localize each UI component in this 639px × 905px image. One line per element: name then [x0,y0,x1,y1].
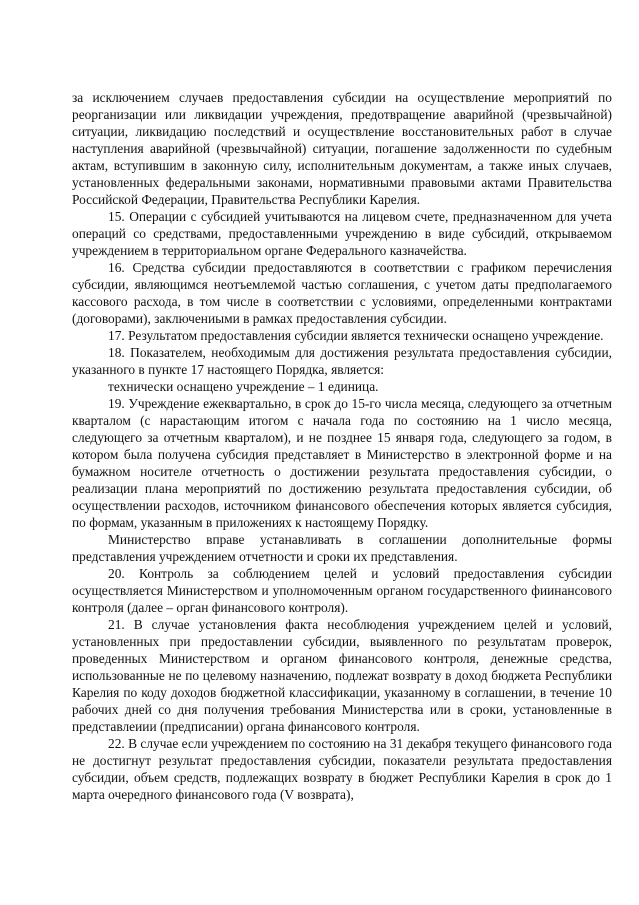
paragraph-18-indicator: технически оснащено учреждение – 1 единица. [108,379,379,394]
paragraph-19: 19. Учреждение ежеквартально, в срок до 15-го числа месяца, следующего за отчетным кварталом (с нарастающим итогом с начала года по состоянию на 1 число месяца, следующего за отчетным кварталом), и не позднее 15 января года, следующего за годом, в котором была получена субсидия представляет в Министерство в электронной форме и на бумажном носителе отчетность о достижении результата предоставления субсидии, о реализации плана мероприятий по достижению результата предоставления субсидии, об осуществлении расходов, источником финансового обеспечения которых является субсидия, по формам, указанным в приложениях к настоящему Порядку. [72,396,612,530]
paragraph-22: 22. В случае если учреждением по состоянию на 31 декабря текущего финансового года не достигнут результат предоставления субсидии, показатели результата предоставления субсидии, объем средств, подлежащих возврату в бюджет Республики Карелия в срок до 1 марта очередного финансового года (V возврата), [72,736,612,802]
paragraph-continuation: за исключением случаев предоставления субсидии на осуществление мероприятий по реорганизации или ликвидации учреждения, предотвращение аварийной (чрезвычайной) ситуации, ликвидацию последствий и осуществление восстановительных работ в случае наступления аварийной (чрезвычайной) ситуации, погашение задолженности по судебным актам, вступившим в законную силу, исполнительным документам, а также иных случаев, установленных федеральными законами, нормативными правовыми актами Правительства Российской Федерации, Правительства Республики Карелия. [72,90,612,207]
paragraph-16: 16. Средства субсидии предоставляются в соответствии с графиком перечисления субсидии, являющимся неотъемлемой частью соглашения, с учетом даты предполагаемого кассового расхода, в том числе в соответствии с условиями, определенными контрактами (договорами), заключениыми в рамках предоставления субсидии. [72,260,612,326]
paragraph-15: 15. Операции с субсидией учитываются на лицевом счете, предназначенном для учета операций со средствами, предоставленными учреждению в виде субсидий, открываемом учреждением в территориальном органе Федерального казначейства. [72,209,612,258]
paragraph-21: 21. В случае установления факта несоблюдения учреждением целей и условий, установленных при предоставлении субсидии, выявленного по результатам проверок, проведенных Министерством и органом финансового контроля, денежные средства, использованные не по целевому назначению, подлежат возврату в доход бюджета Республики Карелия по коду доходов бюджетной классификации, указанному в соглашении, в течение 10 рабочих дней со дня получения требования Министерства или в сроки, установленные в представлеиии (предписании) органа финансового контроля. [72,617,612,734]
paragraph-20: 20. Контроль за соблюдением целей и условий предоставления субсидии осуществляется Министерством и уполномоченным органом государственного фиинансового контроля (далее – орган финансового контроля). [72,566,612,615]
document-body [72,89,612,803]
paragraph-17: 17. Результатом предоставления субсидии является технически оснащено учреждение. [108,328,604,343]
paragraph-18: 18. Показателем, необходимым для достижения результата предоставления субсидии, указанного в пункте 17 настоящего Порядка, является: [72,345,612,377]
paragraph-19-ministry: Министерство вправе устанавливать в соглашении дополнительные формы представления учреждением отчетности и сроки их представления. [72,532,612,564]
